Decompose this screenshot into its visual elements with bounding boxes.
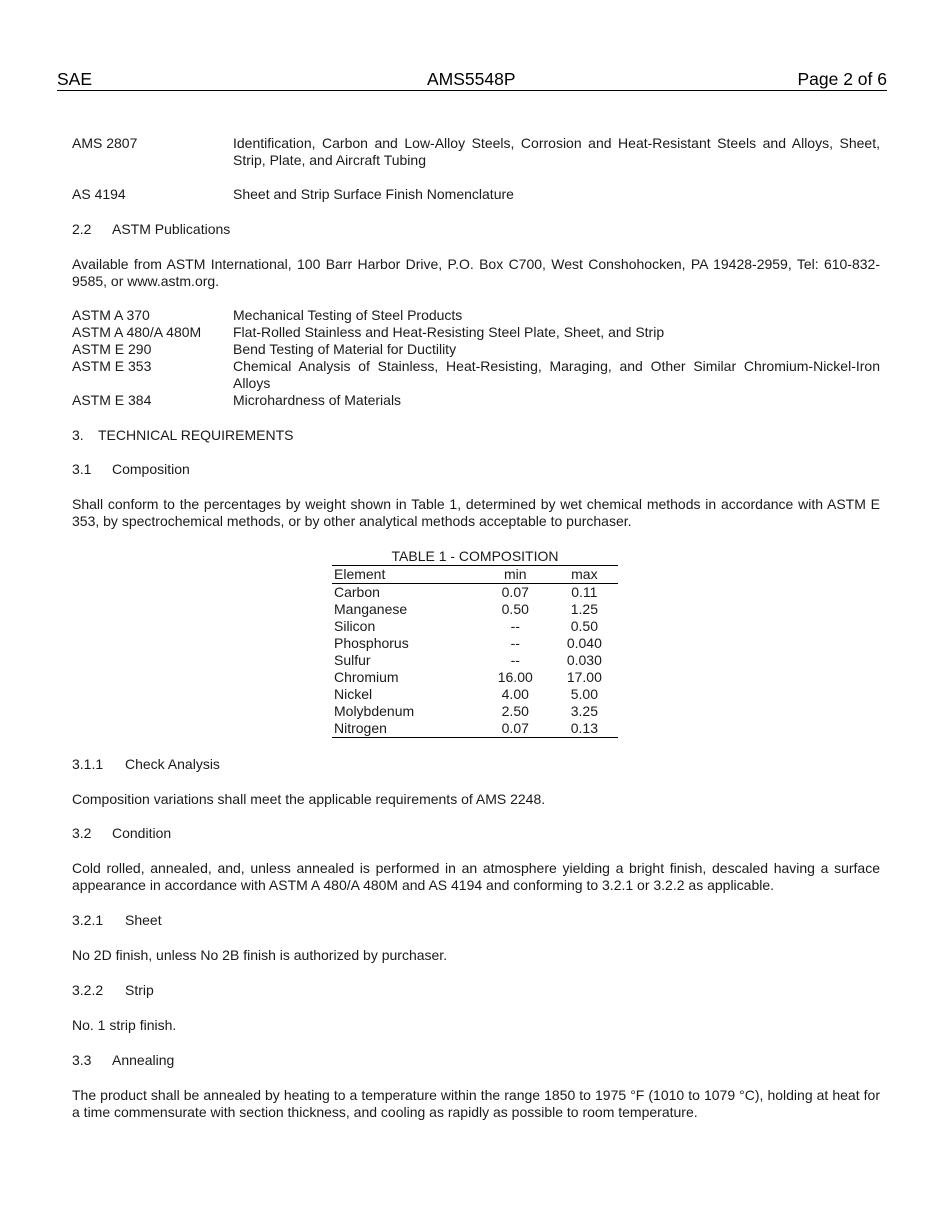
min-cell: 0.07 — [501, 720, 529, 736]
column-header-max: max — [571, 566, 598, 582]
reference-code: ASTM A 480/A 480M — [72, 324, 202, 340]
section-heading-3-2-2 — [72, 982, 880, 999]
element-cell: Sulfur — [334, 652, 371, 668]
section-title: Condition — [112, 825, 172, 841]
min-cell: -- — [510, 618, 520, 634]
section-title: ASTM Publications — [112, 221, 231, 237]
composition-table — [332, 565, 618, 738]
reference-title: Sheet and Strip Surface Finish Nomenclature — [233, 186, 514, 202]
reference-row — [72, 307, 880, 324]
table-title: TABLE 1 - COMPOSITION — [391, 548, 559, 564]
reference-row — [72, 358, 880, 392]
min-cell: 4.00 — [501, 686, 529, 702]
section-number: 2.2 — [72, 221, 92, 237]
element-cell: Molybdenum — [334, 703, 415, 719]
table-row — [332, 635, 618, 652]
table-row — [332, 601, 618, 618]
table-row — [332, 720, 618, 738]
reference-code: AS 4194 — [72, 186, 126, 202]
element-cell: Nitrogen — [334, 720, 387, 736]
max-cell: 3.25 — [570, 703, 598, 719]
section-number: 3.3 — [72, 1052, 92, 1068]
section-number: 3.2 — [72, 825, 92, 841]
section-title: Composition — [112, 461, 190, 477]
element-cell: Silicon — [334, 618, 376, 634]
section-number: 3.2.2 — [72, 982, 104, 998]
astm-availability-paragraph: Available from ASTM International, 100 Barr Harbor Drive, P.O. Box C700, West Conshohocken, PA 19428-2959, Tel: 610-832-9585, or www.astm.org. — [72, 256, 880, 289]
section-title: Annealing — [112, 1052, 175, 1068]
max-cell: 0.030 — [566, 652, 602, 668]
table-row — [332, 618, 618, 635]
reference-code: AMS 2807 — [72, 135, 138, 151]
element-cell: Chromium — [334, 669, 399, 685]
check-analysis-paragraph: Composition variations shall meet the applicable requirements of AMS 2248. — [72, 791, 546, 807]
reference-title: Flat-Rolled Stainless and Heat-Resisting Steel Plate, Sheet, and Strip — [233, 324, 665, 340]
table-row — [332, 703, 618, 720]
document-body — [72, 135, 880, 1121]
reference-row — [72, 341, 880, 358]
reference-row — [72, 392, 880, 409]
max-cell: 0.11 — [571, 584, 598, 600]
section-heading-3-1-1 — [72, 756, 880, 773]
reference-row — [72, 324, 880, 341]
strip-paragraph: No. 1 strip finish. — [72, 1017, 177, 1033]
max-cell: 17.00 — [566, 669, 602, 685]
header-page-number: Page 2 of 6 — [797, 69, 887, 89]
element-cell: Phosphorus — [334, 635, 409, 651]
reference-title: Chemical Analysis of Stainless, Heat-Resisting, Maraging, and Other Similar Chromium-Nickel-Iron Alloys — [233, 358, 880, 391]
reference-row — [72, 135, 880, 169]
astm-reference-list — [72, 307, 880, 409]
header-org: SAE — [57, 69, 93, 89]
reference-title: Identification, Carbon and Low-Alloy Steels, Corrosion and Heat-Resistant Steels and Alloys, Sheet, Strip, Plate, and Aircraft Tubing — [233, 135, 880, 168]
header-doc-number: AMS5548P — [427, 69, 516, 89]
element-cell: Manganese — [334, 601, 408, 617]
max-cell: 5.00 — [570, 686, 598, 702]
reference-row — [72, 186, 880, 203]
table-row — [332, 652, 618, 669]
annealing-paragraph: The product shall be annealed by heating to a temperature within the range 1850 to 1975 °F (1010 to 1079 °C), holding at heat for a time commensurate with section thickness, and cooling as rapidly as possible to room temperature. — [72, 1087, 880, 1120]
table-row — [332, 669, 618, 686]
max-cell: 0.13 — [570, 720, 598, 736]
condition-paragraph: Cold rolled, annealed, and, unless annealed is performed in an atmosphere yielding a bright finish, descaled having a surface appearance in accordance with ASTM A 480/A 480M and AS 4194 and conforming to 3.2.1 or 3.2.2 as applicable. — [72, 860, 880, 893]
min-cell: 2.50 — [501, 703, 529, 719]
section-number: 3.2.1 — [72, 912, 104, 928]
table-header-row — [332, 566, 618, 584]
section-heading-3 — [72, 427, 880, 444]
reference-title: Bend Testing of Material for Ductility — [233, 341, 457, 357]
min-cell: -- — [510, 652, 520, 668]
reference-code: ASTM E 353 — [72, 358, 152, 374]
section-title: Check Analysis — [125, 756, 220, 772]
max-cell: 0.040 — [566, 635, 602, 651]
section-title: Sheet — [125, 912, 162, 928]
section-number: 3.1.1 — [72, 756, 104, 772]
section-heading-3-1 — [72, 461, 880, 478]
element-cell: Nickel — [334, 686, 373, 702]
min-cell: -- — [510, 635, 520, 651]
reference-title: Mechanical Testing of Steel Products — [233, 307, 463, 323]
max-cell: 0.50 — [570, 618, 598, 634]
reference-code: ASTM A 370 — [72, 307, 150, 323]
section-heading-3-2-1 — [72, 912, 880, 929]
section-heading-3-3 — [72, 1052, 880, 1069]
section-number: 3. — [72, 427, 84, 443]
table-row — [332, 686, 618, 703]
section-heading-2-2 — [72, 221, 880, 238]
composition-paragraph: Shall conform to the percentages by weight shown in Table 1, determined by wet chemical methods in accordance with ASTM E 353, by spectrochemical methods, or by other analytical methods acceptable to purchaser. — [72, 496, 880, 529]
reference-title: Microhardness of Materials — [233, 392, 402, 408]
table-row — [332, 584, 618, 602]
page-header — [57, 68, 887, 91]
reference-code: ASTM E 290 — [72, 341, 152, 357]
section-heading-3-2 — [72, 825, 880, 842]
section-title: TECHNICAL REQUIREMENTS — [98, 427, 294, 443]
reference-code: ASTM E 384 — [72, 392, 152, 408]
min-cell: 0.50 — [501, 601, 529, 617]
max-cell: 1.25 — [570, 601, 598, 617]
column-header-min: min — [503, 566, 527, 582]
min-cell: 16.00 — [497, 669, 533, 685]
section-title: Strip — [125, 982, 154, 998]
column-header-element: Element — [334, 566, 386, 582]
section-number: 3.1 — [72, 461, 92, 477]
min-cell: 0.07 — [501, 584, 529, 600]
element-cell: Carbon — [334, 584, 380, 600]
composition-table-block — [332, 548, 618, 738]
sheet-paragraph: No 2D finish, unless No 2B finish is authorized by purchaser. — [72, 947, 448, 963]
